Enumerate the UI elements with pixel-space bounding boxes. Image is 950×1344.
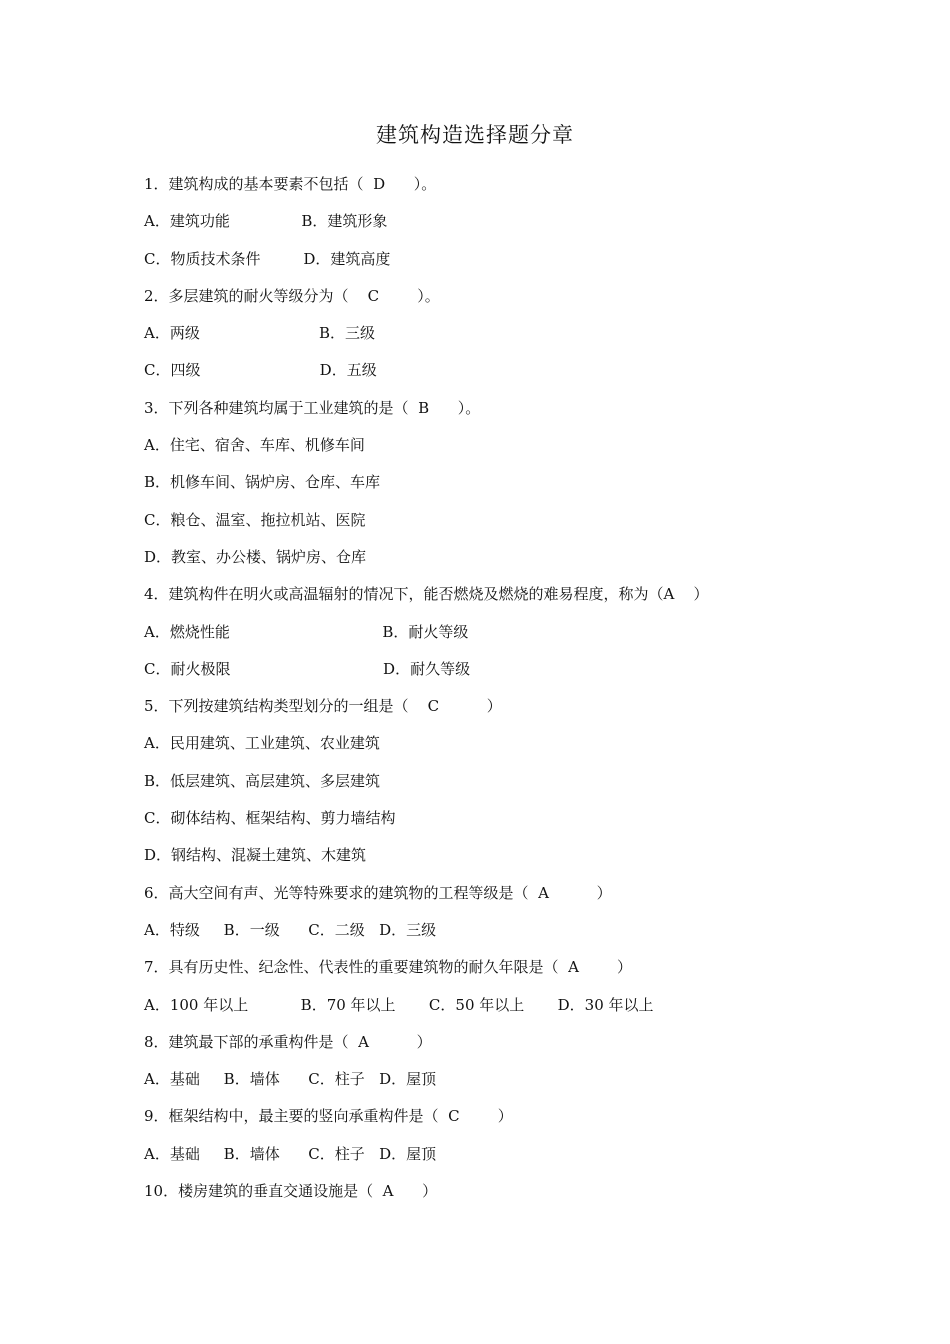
question-6-options: A．特级 B．一级 C．二级 D．三级 [144,920,437,939]
question-6: 6．高大空间有声、光等特殊要求的建筑物的工程等级是（ A ） [144,883,612,902]
question-8: 8．建筑最下部的承重构件是（ A ） [144,1032,432,1051]
question-1: 1．建筑构成的基本要素不包括（ D ）。 [144,175,437,193]
question-5-option-c: C．砌体结构、框架结构、剪力墙结构 [144,809,396,828]
question-4-options-ab: A．燃烧性能 B．耐火等级 [144,622,469,641]
question-3-option-b: B．机修车间、锅炉房、仓库、车库 [144,473,381,492]
question-10: 10．楼房建筑的垂直交通设施是（ A ） [144,1182,438,1201]
question-7-options: A．100 年以上 B．70 年以上 C．50 年以上 D．30 年以上 [144,995,654,1014]
question-3: 3．下列各种建筑均属于工业建筑的是（ B ）。 [144,398,481,417]
question-5-option-b: B．低层建筑、高层建筑、多层建筑 [144,771,381,790]
question-1-options-cd: C．物质技术条件 D．建筑高度 [144,249,391,268]
question-2-options-cd: C．四级 D．五级 [144,361,377,380]
question-3-option-a: A．住宅、宿舍、车库、机修车间 [144,436,365,455]
question-4-options-cd: C．耐火极限 D．耐久等级 [144,659,471,678]
question-5-option-d: D．钢结构、混凝土建筑、木建筑 [144,846,367,865]
question-3-option-c: C．粮仓、温室、拖拉机站、医院 [144,510,366,529]
question-9: 9．框架结构中，最主要的竖向承重构件是（ C ） [144,1107,513,1126]
question-5: 5．下列按建筑结构类型划分的一组是（ C ） [144,697,502,716]
question-list [144,171,864,1215]
question-2-options-ab: A．两级 B．三级 [144,324,376,343]
question-8-options: A．基础 B．墙体 C．柱子 D．屋顶 [144,1070,437,1089]
question-4: 4．建筑构件在明火或高温辐射的情况下，能否燃烧及燃烧的难易程度，称为（A ） [144,585,709,604]
question-9-options: A．基础 B．墙体 C．柱子 D．屋顶 [144,1144,437,1163]
question-7: 7．具有历史性、纪念性、代表性的重要建筑物的耐久年限是（ A ） [144,958,633,977]
question-2: 2．多层建筑的耐火等级分为（ C ）。 [144,286,440,305]
document-title: 建筑构造选择题分章 [376,123,574,147]
question-3-option-d: D．教室、办公楼、锅炉房、仓库 [144,547,367,566]
question-1-options-ab: A．建筑功能 B．建筑形象 [144,212,388,231]
question-5-option-a: A．民用建筑、工业建筑、农业建筑 [144,734,380,753]
